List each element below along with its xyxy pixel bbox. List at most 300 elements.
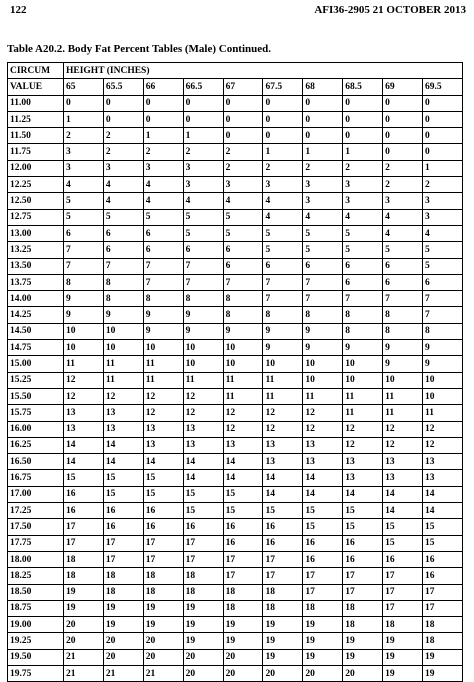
table-row xyxy=(8,242,463,258)
body-fat-cell: 12 xyxy=(263,405,303,421)
table-row xyxy=(8,111,463,127)
body-fat-cell: 16 xyxy=(423,551,463,567)
body-fat-cell: 3 xyxy=(423,209,463,225)
circum-value-cell: 16.25 xyxy=(8,437,64,453)
circum-value-cell: 13.75 xyxy=(8,274,64,290)
circum-value-cell: 15.25 xyxy=(8,372,64,388)
body-fat-cell: 19 xyxy=(183,633,223,649)
circum-value-cell: 16.50 xyxy=(8,454,64,470)
body-fat-cell: 9 xyxy=(183,307,223,323)
body-fat-cell: 13 xyxy=(343,454,383,470)
document-id: AFI36-2905 21 OCTOBER 2013 xyxy=(314,4,466,16)
body-fat-cell: 0 xyxy=(383,95,423,111)
body-fat-cell: 4 xyxy=(143,177,183,193)
circum-value-cell: 17.50 xyxy=(8,519,64,535)
table-row xyxy=(8,405,463,421)
body-fat-cell: 13 xyxy=(423,454,463,470)
body-fat-cell: 10 xyxy=(303,356,343,372)
body-fat-table xyxy=(7,62,463,682)
circum-value-cell: 11.25 xyxy=(8,111,64,127)
body-fat-cell: 0 xyxy=(303,111,343,127)
circum-value-cell: 11.50 xyxy=(8,128,64,144)
circum-value-cell: 19.50 xyxy=(8,649,64,665)
body-fat-cell: 2 xyxy=(223,160,263,176)
body-fat-cell: 13 xyxy=(103,405,143,421)
body-fat-cell: 3 xyxy=(223,177,263,193)
height-column-header: 69.5 xyxy=(423,79,463,95)
table-row xyxy=(8,584,463,600)
body-fat-cell: 16 xyxy=(143,519,183,535)
table-row xyxy=(8,633,463,649)
body-fat-cell: 19 xyxy=(303,633,343,649)
body-fat-cell: 0 xyxy=(64,95,104,111)
table-row xyxy=(8,225,463,241)
body-fat-cell: 4 xyxy=(383,225,423,241)
body-fat-cell: 19 xyxy=(64,584,104,600)
body-fat-cell: 13 xyxy=(263,454,303,470)
body-fat-cell: 12 xyxy=(383,437,423,453)
height-column-header: 65 xyxy=(64,79,104,95)
body-fat-cell: 12 xyxy=(183,388,223,404)
page-header xyxy=(10,4,466,18)
circum-value-cell: 12.75 xyxy=(8,209,64,225)
table-header-row xyxy=(8,63,463,79)
body-fat-cell: 3 xyxy=(343,177,383,193)
circum-value-cell: 14.50 xyxy=(8,323,64,339)
body-fat-cell: 8 xyxy=(423,323,463,339)
body-fat-cell: 19 xyxy=(223,617,263,633)
body-fat-cell: 19 xyxy=(303,649,343,665)
body-fat-cell: 0 xyxy=(303,128,343,144)
body-fat-cell: 17 xyxy=(423,600,463,616)
table-row xyxy=(8,568,463,584)
body-fat-cell: 6 xyxy=(423,274,463,290)
body-fat-cell: 7 xyxy=(263,274,303,290)
body-fat-cell: 14 xyxy=(263,470,303,486)
table-row xyxy=(8,388,463,404)
body-fat-cell: 18 xyxy=(64,568,104,584)
body-fat-cell: 10 xyxy=(103,323,143,339)
body-fat-cell: 1 xyxy=(64,111,104,127)
body-fat-cell: 1 xyxy=(303,144,343,160)
table-row xyxy=(8,665,463,681)
body-fat-cell: 13 xyxy=(303,437,343,453)
body-fat-cell: 19 xyxy=(263,617,303,633)
body-fat-cell: 18 xyxy=(143,584,183,600)
body-fat-cell: 8 xyxy=(223,291,263,307)
circum-value-cell: 12.00 xyxy=(8,160,64,176)
body-fat-cell: 0 xyxy=(343,95,383,111)
table-row xyxy=(8,128,463,144)
circum-value-cell: 14.75 xyxy=(8,340,64,356)
body-fat-cell: 9 xyxy=(263,340,303,356)
body-fat-cell: 7 xyxy=(223,274,263,290)
height-column-header: 68 xyxy=(303,79,343,95)
body-fat-cell: 0 xyxy=(383,128,423,144)
body-fat-cell: 17 xyxy=(223,568,263,584)
circum-value-cell: 17.25 xyxy=(8,503,64,519)
body-fat-cell: 13 xyxy=(64,405,104,421)
body-fat-cell: 7 xyxy=(303,274,343,290)
body-fat-cell: 9 xyxy=(303,340,343,356)
body-fat-cell: 17 xyxy=(103,535,143,551)
body-fat-cell: 16 xyxy=(103,519,143,535)
body-fat-cell: 15 xyxy=(303,519,343,535)
body-fat-cell: 12 xyxy=(263,421,303,437)
circum-value-cell: 17.00 xyxy=(8,486,64,502)
table-row xyxy=(8,617,463,633)
body-fat-cell: 2 xyxy=(383,160,423,176)
body-fat-cell: 12 xyxy=(64,388,104,404)
body-fat-cell: 4 xyxy=(183,193,223,209)
body-fat-cell: 11 xyxy=(103,372,143,388)
body-fat-cell: 18 xyxy=(64,551,104,567)
body-fat-cell: 13 xyxy=(183,437,223,453)
body-fat-cell: 10 xyxy=(343,372,383,388)
body-fat-cell: 7 xyxy=(383,291,423,307)
body-fat-cell: 12 xyxy=(223,405,263,421)
body-fat-cell: 0 xyxy=(343,111,383,127)
body-fat-cell: 4 xyxy=(263,209,303,225)
body-fat-cell: 4 xyxy=(343,209,383,225)
body-fat-cell: 0 xyxy=(143,111,183,127)
body-fat-cell: 6 xyxy=(263,258,303,274)
body-fat-cell: 0 xyxy=(143,95,183,111)
body-fat-cell: 5 xyxy=(383,242,423,258)
table-body xyxy=(8,63,463,682)
body-fat-cell: 17 xyxy=(143,551,183,567)
body-fat-cell: 10 xyxy=(223,340,263,356)
body-fat-cell: 2 xyxy=(223,144,263,160)
body-fat-cell: 3 xyxy=(303,177,343,193)
body-fat-cell: 17 xyxy=(263,551,303,567)
body-fat-cell: 14 xyxy=(103,454,143,470)
body-fat-cell: 18 xyxy=(223,600,263,616)
body-fat-cell: 10 xyxy=(383,372,423,388)
table-row xyxy=(8,421,463,437)
body-fat-cell: 8 xyxy=(143,291,183,307)
body-fat-cell: 10 xyxy=(103,340,143,356)
body-fat-cell: 16 xyxy=(64,503,104,519)
body-fat-cell: 19 xyxy=(103,600,143,616)
body-fat-cell: 20 xyxy=(103,649,143,665)
body-fat-cell: 11 xyxy=(303,388,343,404)
body-fat-cell: 15 xyxy=(423,519,463,535)
circum-value-cell: 14.00 xyxy=(8,291,64,307)
body-fat-cell: 11 xyxy=(343,405,383,421)
body-fat-cell: 0 xyxy=(423,95,463,111)
body-fat-cell: 7 xyxy=(143,258,183,274)
circum-value-cell: 16.75 xyxy=(8,470,64,486)
body-fat-cell: 11 xyxy=(143,372,183,388)
body-fat-cell: 2 xyxy=(343,160,383,176)
height-column-header: 65.5 xyxy=(103,79,143,95)
body-fat-cell: 12 xyxy=(103,388,143,404)
body-fat-cell: 5 xyxy=(143,209,183,225)
body-fat-cell: 19 xyxy=(343,633,383,649)
body-fat-cell: 5 xyxy=(64,209,104,225)
body-fat-cell: 13 xyxy=(263,437,303,453)
body-fat-cell: 19 xyxy=(423,649,463,665)
body-fat-cell: 2 xyxy=(183,144,223,160)
body-fat-cell: 11 xyxy=(143,356,183,372)
circum-value-cell: 19.25 xyxy=(8,633,64,649)
body-fat-cell: 10 xyxy=(183,340,223,356)
body-fat-cell: 9 xyxy=(103,307,143,323)
body-fat-cell: 16 xyxy=(223,519,263,535)
body-fat-cell: 0 xyxy=(383,144,423,160)
body-fat-cell: 8 xyxy=(64,274,104,290)
circum-value-cell: 14.25 xyxy=(8,307,64,323)
table-row xyxy=(8,193,463,209)
body-fat-cell: 3 xyxy=(263,177,303,193)
body-fat-cell: 0 xyxy=(423,128,463,144)
body-fat-cell: 0 xyxy=(103,111,143,127)
body-fat-cell: 19 xyxy=(223,633,263,649)
body-fat-cell: 21 xyxy=(64,665,104,681)
body-fat-cell: 20 xyxy=(64,617,104,633)
table-row xyxy=(8,519,463,535)
body-fat-cell: 0 xyxy=(183,95,223,111)
body-fat-cell: 8 xyxy=(303,307,343,323)
body-fat-cell: 19 xyxy=(64,600,104,616)
body-fat-cell: 16 xyxy=(343,551,383,567)
table-row xyxy=(8,144,463,160)
body-fat-cell: 5 xyxy=(183,209,223,225)
body-fat-cell: 17 xyxy=(64,519,104,535)
table-row xyxy=(8,535,463,551)
body-fat-cell: 19 xyxy=(183,617,223,633)
circum-value-cell: 12.50 xyxy=(8,193,64,209)
body-fat-cell: 18 xyxy=(103,584,143,600)
circum-value-cell: 18.75 xyxy=(8,600,64,616)
body-fat-cell: 17 xyxy=(303,584,343,600)
body-fat-cell: 11 xyxy=(64,356,104,372)
body-fat-cell: 12 xyxy=(143,388,183,404)
circum-value-cell: 15.00 xyxy=(8,356,64,372)
circum-value-cell: 11.00 xyxy=(8,95,64,111)
table-row xyxy=(8,323,463,339)
circum-value-cell: 19.00 xyxy=(8,617,64,633)
body-fat-cell: 18 xyxy=(223,584,263,600)
body-fat-cell: 0 xyxy=(383,111,423,127)
body-fat-cell: 9 xyxy=(263,323,303,339)
body-fat-cell: 5 xyxy=(303,242,343,258)
body-fat-cell: 11 xyxy=(183,372,223,388)
body-fat-cell: 9 xyxy=(143,323,183,339)
body-fat-cell: 9 xyxy=(64,291,104,307)
body-fat-cell: 0 xyxy=(343,128,383,144)
body-fat-cell: 14 xyxy=(64,454,104,470)
body-fat-cell: 1 xyxy=(143,128,183,144)
body-fat-cell: 4 xyxy=(263,193,303,209)
body-fat-cell: 6 xyxy=(103,225,143,241)
height-column-header: 69 xyxy=(383,79,423,95)
body-fat-cell: 7 xyxy=(103,258,143,274)
body-fat-cell: 14 xyxy=(423,486,463,502)
body-fat-cell: 15 xyxy=(343,519,383,535)
circum-value-cell: 15.50 xyxy=(8,388,64,404)
body-fat-cell: 5 xyxy=(303,225,343,241)
body-fat-cell: 15 xyxy=(263,503,303,519)
body-fat-cell: 13 xyxy=(303,454,343,470)
body-fat-cell: 12 xyxy=(343,421,383,437)
circum-value-cell: 13.00 xyxy=(8,225,64,241)
circum-header: CIRCUM xyxy=(8,63,64,79)
body-fat-cell: 10 xyxy=(423,372,463,388)
height-header: HEIGHT (INCHES) xyxy=(64,63,463,79)
circum-value-cell: 18.50 xyxy=(8,584,64,600)
body-fat-cell: 20 xyxy=(143,649,183,665)
body-fat-cell: 7 xyxy=(64,258,104,274)
body-fat-cell: 0 xyxy=(423,144,463,160)
body-fat-cell: 14 xyxy=(183,454,223,470)
body-fat-cell: 18 xyxy=(343,617,383,633)
body-fat-cell: 20 xyxy=(103,633,143,649)
body-fat-cell: 14 xyxy=(383,503,423,519)
table-row xyxy=(8,307,463,323)
body-fat-cell: 2 xyxy=(263,160,303,176)
body-fat-cell: 12 xyxy=(423,421,463,437)
table-row xyxy=(8,437,463,453)
body-fat-cell: 9 xyxy=(343,340,383,356)
body-fat-cell: 12 xyxy=(223,421,263,437)
body-fat-cell: 13 xyxy=(223,437,263,453)
body-fat-cell: 10 xyxy=(263,356,303,372)
body-fat-cell: 13 xyxy=(423,470,463,486)
body-fat-cell: 20 xyxy=(183,649,223,665)
body-fat-cell: 2 xyxy=(103,128,143,144)
body-fat-cell: 7 xyxy=(143,274,183,290)
body-fat-cell: 2 xyxy=(64,128,104,144)
body-fat-cell: 19 xyxy=(383,649,423,665)
body-fat-cell: 9 xyxy=(423,356,463,372)
body-fat-cell: 17 xyxy=(383,584,423,600)
body-fat-cell: 0 xyxy=(223,128,263,144)
circum-value-cell: 17.75 xyxy=(8,535,64,551)
body-fat-cell: 4 xyxy=(64,177,104,193)
body-fat-cell: 9 xyxy=(383,340,423,356)
body-fat-cell: 20 xyxy=(223,649,263,665)
body-fat-cell: 4 xyxy=(103,177,143,193)
body-fat-cell: 0 xyxy=(263,111,303,127)
body-fat-cell: 7 xyxy=(183,274,223,290)
body-fat-cell: 19 xyxy=(103,617,143,633)
body-fat-cell: 18 xyxy=(263,600,303,616)
body-fat-cell: 8 xyxy=(223,307,263,323)
body-fat-cell: 20 xyxy=(183,665,223,681)
body-fat-cell: 7 xyxy=(423,307,463,323)
body-fat-cell: 17 xyxy=(383,600,423,616)
body-fat-cell: 16 xyxy=(263,535,303,551)
body-fat-cell: 5 xyxy=(343,225,383,241)
body-fat-cell: 19 xyxy=(263,633,303,649)
body-fat-cell: 4 xyxy=(103,193,143,209)
body-fat-cell: 5 xyxy=(103,209,143,225)
body-fat-cell: 8 xyxy=(183,291,223,307)
body-fat-cell: 21 xyxy=(143,665,183,681)
body-fat-cell: 17 xyxy=(103,551,143,567)
body-fat-cell: 2 xyxy=(383,177,423,193)
body-fat-cell: 11 xyxy=(423,405,463,421)
body-fat-cell: 5 xyxy=(423,258,463,274)
body-fat-cell: 3 xyxy=(183,160,223,176)
body-fat-cell: 11 xyxy=(383,405,423,421)
body-fat-cell: 15 xyxy=(183,503,223,519)
body-fat-cell: 19 xyxy=(383,633,423,649)
body-fat-cell: 6 xyxy=(103,242,143,258)
body-fat-cell: 4 xyxy=(303,209,343,225)
body-fat-cell: 15 xyxy=(64,470,104,486)
body-fat-cell: 4 xyxy=(383,209,423,225)
body-fat-cell: 3 xyxy=(103,160,143,176)
body-fat-cell: 3 xyxy=(303,193,343,209)
body-fat-cell: 19 xyxy=(183,600,223,616)
circum-value-cell: 16.00 xyxy=(8,421,64,437)
body-fat-cell: 13 xyxy=(343,470,383,486)
body-fat-cell: 12 xyxy=(343,437,383,453)
body-fat-cell: 15 xyxy=(143,470,183,486)
body-fat-cell: 9 xyxy=(223,323,263,339)
body-fat-cell: 20 xyxy=(143,633,183,649)
body-fat-cell: 18 xyxy=(383,617,423,633)
body-fat-cell: 8 xyxy=(383,323,423,339)
height-column-header: 67.5 xyxy=(263,79,303,95)
body-fat-cell: 0 xyxy=(263,128,303,144)
body-fat-cell: 11 xyxy=(223,388,263,404)
body-fat-cell: 5 xyxy=(423,242,463,258)
body-fat-cell: 17 xyxy=(183,535,223,551)
body-fat-cell: 17 xyxy=(383,568,423,584)
table-row xyxy=(8,274,463,290)
body-fat-cell: 15 xyxy=(383,519,423,535)
body-fat-cell: 11 xyxy=(383,388,423,404)
height-column-header: 68.5 xyxy=(343,79,383,95)
table-row xyxy=(8,340,463,356)
body-fat-cell: 7 xyxy=(64,242,104,258)
body-fat-cell: 18 xyxy=(343,600,383,616)
body-fat-cell: 3 xyxy=(64,144,104,160)
body-fat-cell: 17 xyxy=(303,568,343,584)
body-fat-cell: 1 xyxy=(423,160,463,176)
circum-value-cell: 13.25 xyxy=(8,242,64,258)
body-fat-cell: 16 xyxy=(303,551,343,567)
table-row xyxy=(8,95,463,111)
body-fat-cell: 18 xyxy=(183,568,223,584)
circum-value-cell: 12.25 xyxy=(8,177,64,193)
table-row xyxy=(8,177,463,193)
body-fat-cell: 15 xyxy=(143,486,183,502)
body-fat-cell: 6 xyxy=(183,242,223,258)
body-fat-cell: 13 xyxy=(383,454,423,470)
body-fat-cell: 10 xyxy=(303,372,343,388)
value-header: VALUE xyxy=(8,79,64,95)
circum-value-cell: 15.75 xyxy=(8,405,64,421)
body-fat-cell: 13 xyxy=(64,421,104,437)
body-fat-cell: 5 xyxy=(223,225,263,241)
body-fat-cell: 17 xyxy=(183,551,223,567)
body-fat-cell: 19 xyxy=(143,600,183,616)
body-fat-cell: 4 xyxy=(423,225,463,241)
body-fat-cell: 6 xyxy=(223,258,263,274)
body-fat-cell: 3 xyxy=(423,193,463,209)
body-fat-cell: 19 xyxy=(383,665,423,681)
body-fat-cell: 17 xyxy=(263,568,303,584)
body-fat-cell: 14 xyxy=(343,486,383,502)
body-fat-cell: 5 xyxy=(263,225,303,241)
body-fat-cell: 11 xyxy=(223,372,263,388)
body-fat-cell: 3 xyxy=(383,193,423,209)
